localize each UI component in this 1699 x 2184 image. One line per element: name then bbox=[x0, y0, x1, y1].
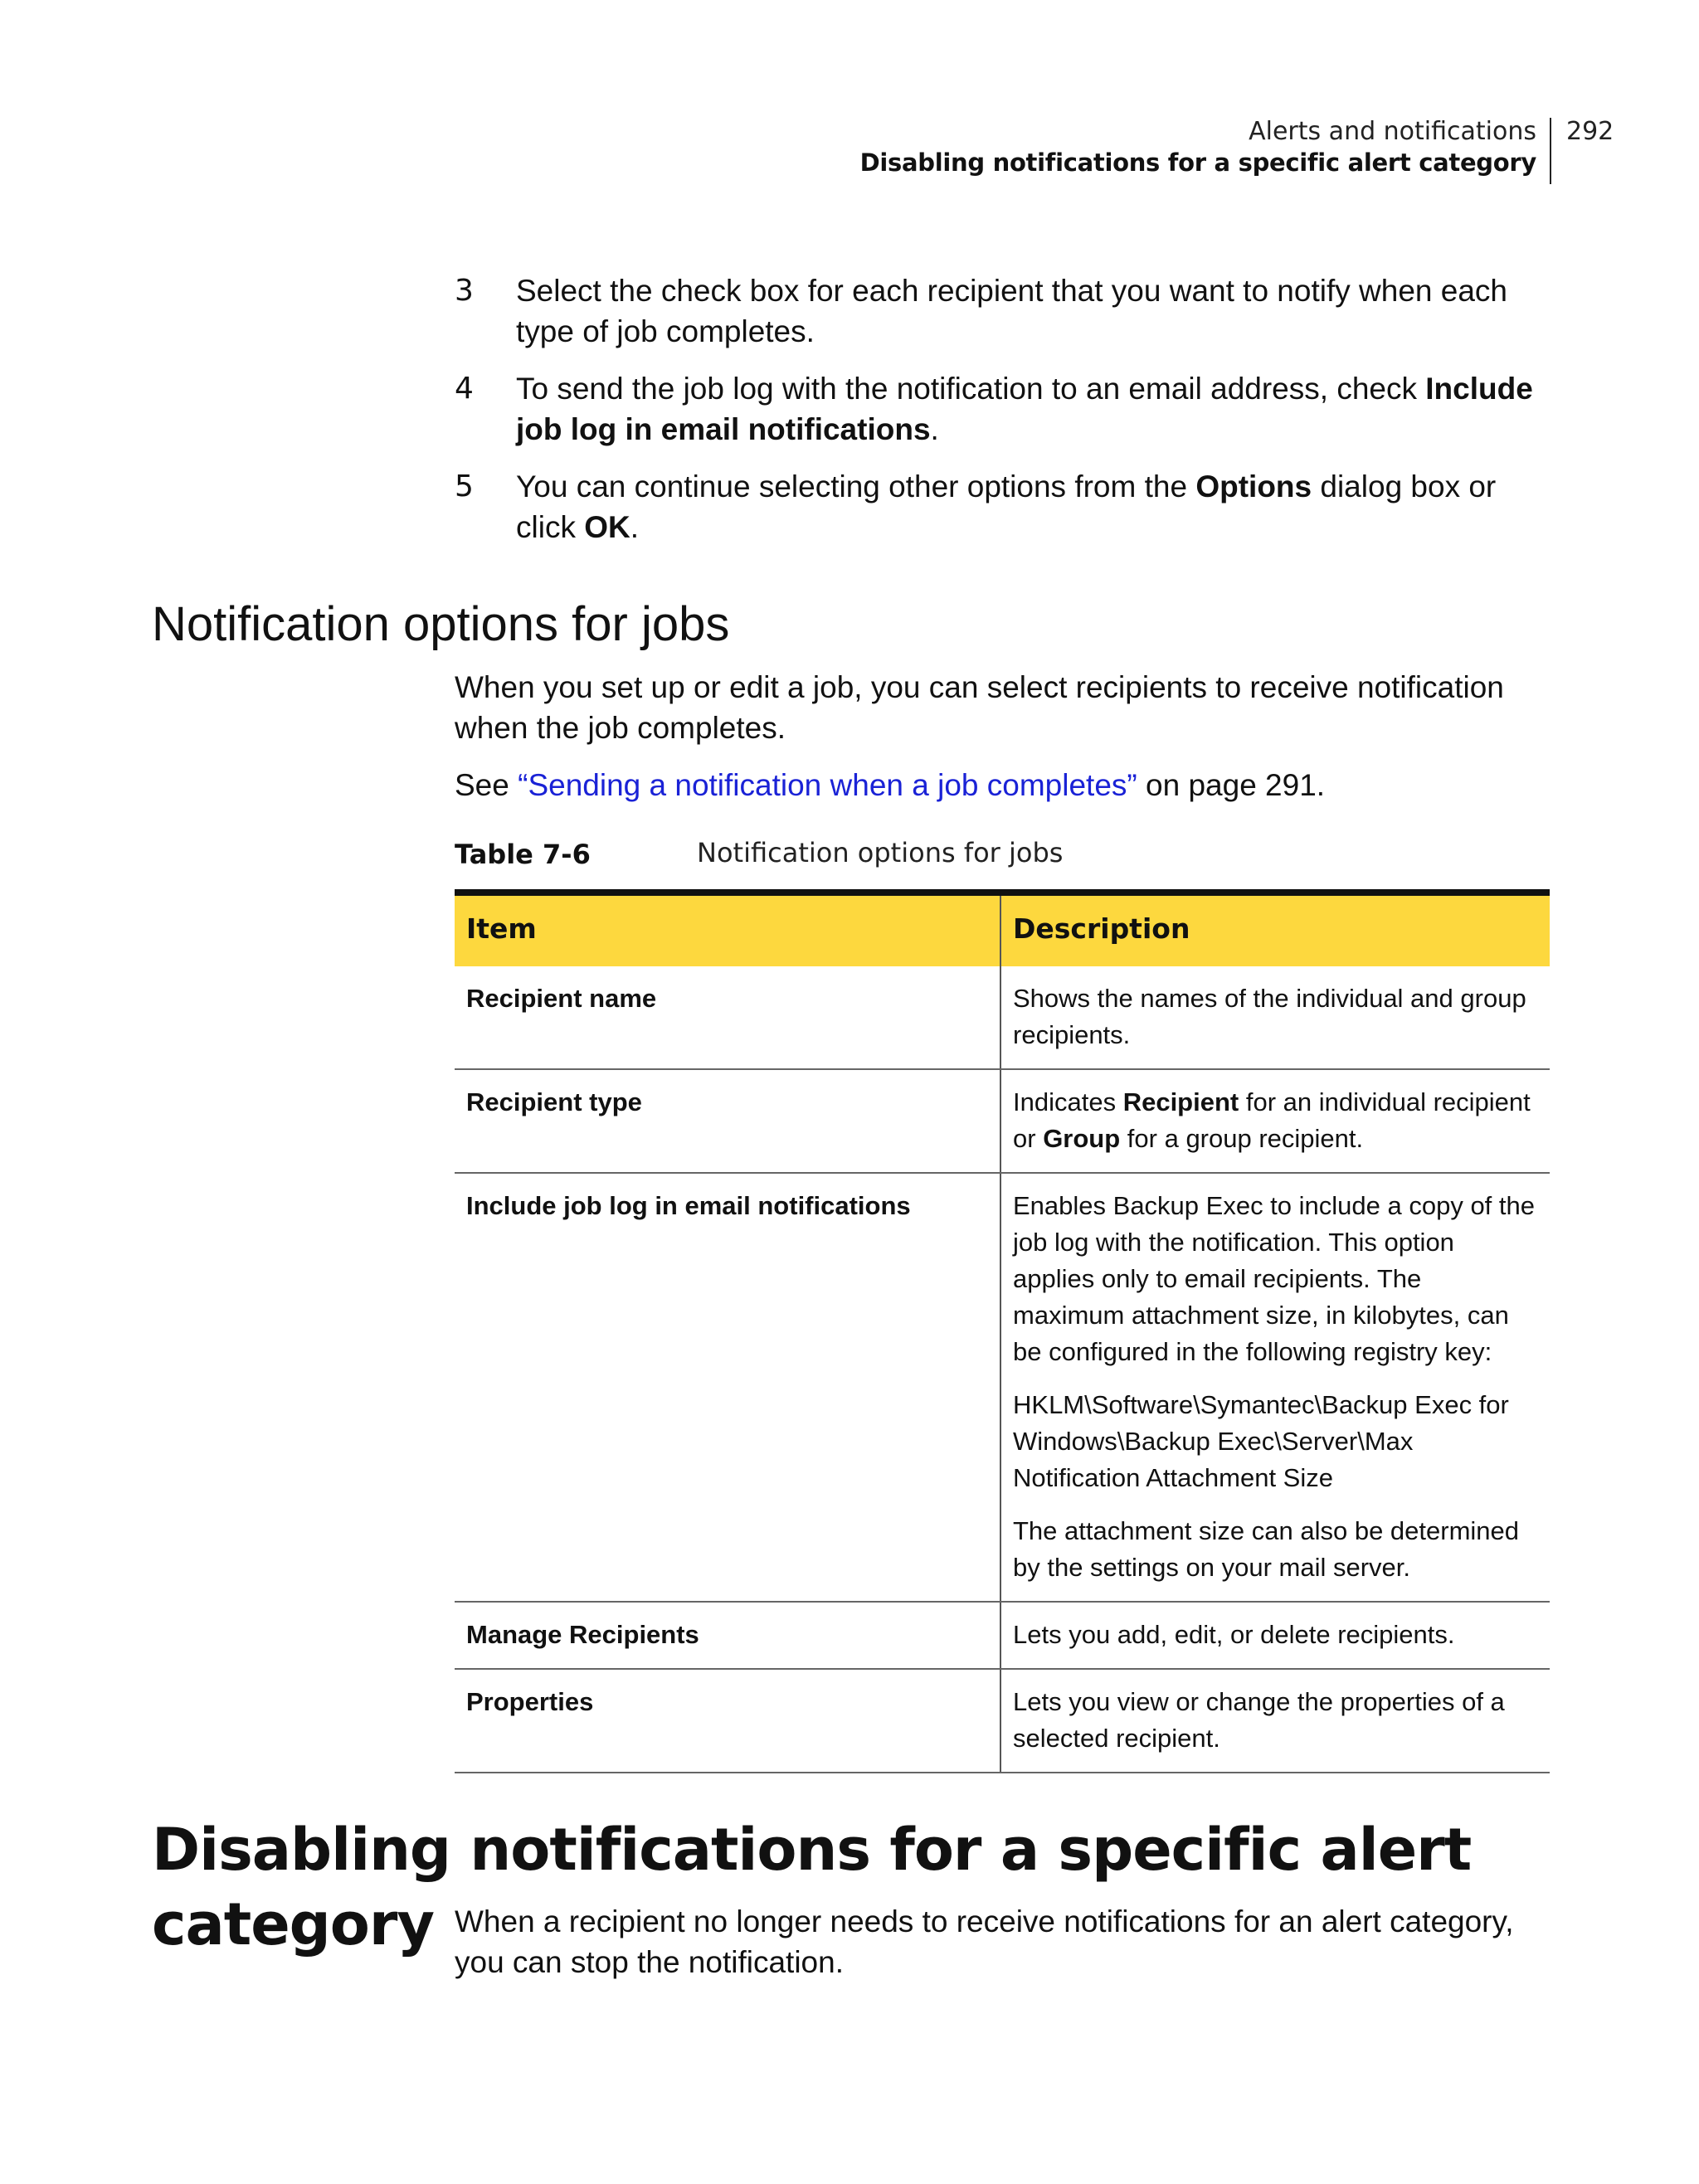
ui-label-options: Options bbox=[1195, 469, 1312, 503]
ui-label-include-job-log: Include job log in email notifications bbox=[516, 372, 1533, 446]
column-header-description: Description bbox=[1000, 893, 1550, 966]
step-5 bbox=[455, 466, 1550, 547]
row-description: Lets you view or change the properties of a selected recipient. bbox=[1000, 1669, 1550, 1773]
description-paragraph: The attachment size can also be determined by the settings on your mail server. bbox=[1013, 1516, 1520, 1582]
table-header-row bbox=[455, 893, 1550, 966]
table-row bbox=[455, 1602, 1550, 1669]
step-text: To send the job log with the notification to an email address, check Include job log in email notifications. bbox=[516, 372, 1533, 446]
description-paragraph: Enables Backup Exec to include a copy of the job log with the notification. This option applies only to email recipients. The maximum attachment size, in kilobytes, can be configured in the following registry key: bbox=[1013, 1191, 1536, 1366]
row-description bbox=[1000, 1173, 1550, 1602]
section-heading-disabling-notifications: Disabling notifications for a specific alert category bbox=[152, 1816, 1472, 1958]
section-intro: When you set up or edit a job, you can select recipients to receive notification when the job completes. bbox=[455, 670, 1504, 745]
row-item: Recipient name bbox=[455, 966, 1000, 1069]
table-label: Table 7-6 bbox=[455, 839, 591, 870]
row-item: Properties bbox=[455, 1669, 1000, 1773]
step-number: 4 bbox=[455, 372, 474, 406]
step-text: You can continue selecting other options from the Options dialog box or click OK. bbox=[516, 469, 1497, 544]
registry-key: HKLM\Software\Symantec\Backup Exec for Windows\Backup Exec\Server\Max Notification Attachment Size bbox=[1013, 1390, 1509, 1492]
table-row bbox=[455, 1173, 1550, 1602]
table-row bbox=[455, 1669, 1550, 1773]
step-4 bbox=[455, 368, 1550, 450]
row-item: Recipient type bbox=[455, 1069, 1000, 1173]
step-number: 3 bbox=[455, 274, 474, 308]
column-header-item: Item bbox=[455, 893, 1000, 966]
running-header-chapter: Alerts and notifications bbox=[1249, 117, 1536, 146]
cross-reference-link[interactable]: “Sending a notification when a job completes” bbox=[518, 768, 1137, 802]
section-heading-notification-options: Notification options for jobs bbox=[152, 597, 730, 651]
row-description: Lets you add, edit, or delete recipients. bbox=[1000, 1602, 1550, 1669]
row-description: Shows the names of the individual and group recipients. bbox=[1000, 966, 1550, 1069]
header-divider bbox=[1550, 118, 1551, 184]
page-number: 292 bbox=[1566, 117, 1614, 146]
table-row bbox=[455, 1069, 1550, 1173]
step-text: Select the check box for each recipient that you want to notify when each type of job completes. bbox=[516, 274, 1507, 348]
row-description: Indicates Recipient for an individual recipient or Group for a group recipient. bbox=[1000, 1069, 1550, 1173]
table-title: Notification options for jobs bbox=[697, 837, 1064, 868]
table-row bbox=[455, 966, 1550, 1069]
row-item: Manage Recipients bbox=[455, 1602, 1000, 1669]
step-number: 5 bbox=[455, 469, 474, 503]
ui-label-ok: OK bbox=[584, 510, 630, 544]
running-header-section: Disabling notifications for a specific alert category bbox=[859, 148, 1536, 177]
see-also: See “Sending a notification when a job completes” on page 291. bbox=[455, 768, 1326, 802]
notification-options-table bbox=[455, 889, 1550, 1773]
step-3 bbox=[455, 270, 1550, 352]
row-item: Include job log in email notifications bbox=[455, 1173, 1000, 1602]
section2-intro: When a recipient no longer needs to receive notifications for an alert category, you can stop the notification. bbox=[455, 1904, 1514, 1979]
